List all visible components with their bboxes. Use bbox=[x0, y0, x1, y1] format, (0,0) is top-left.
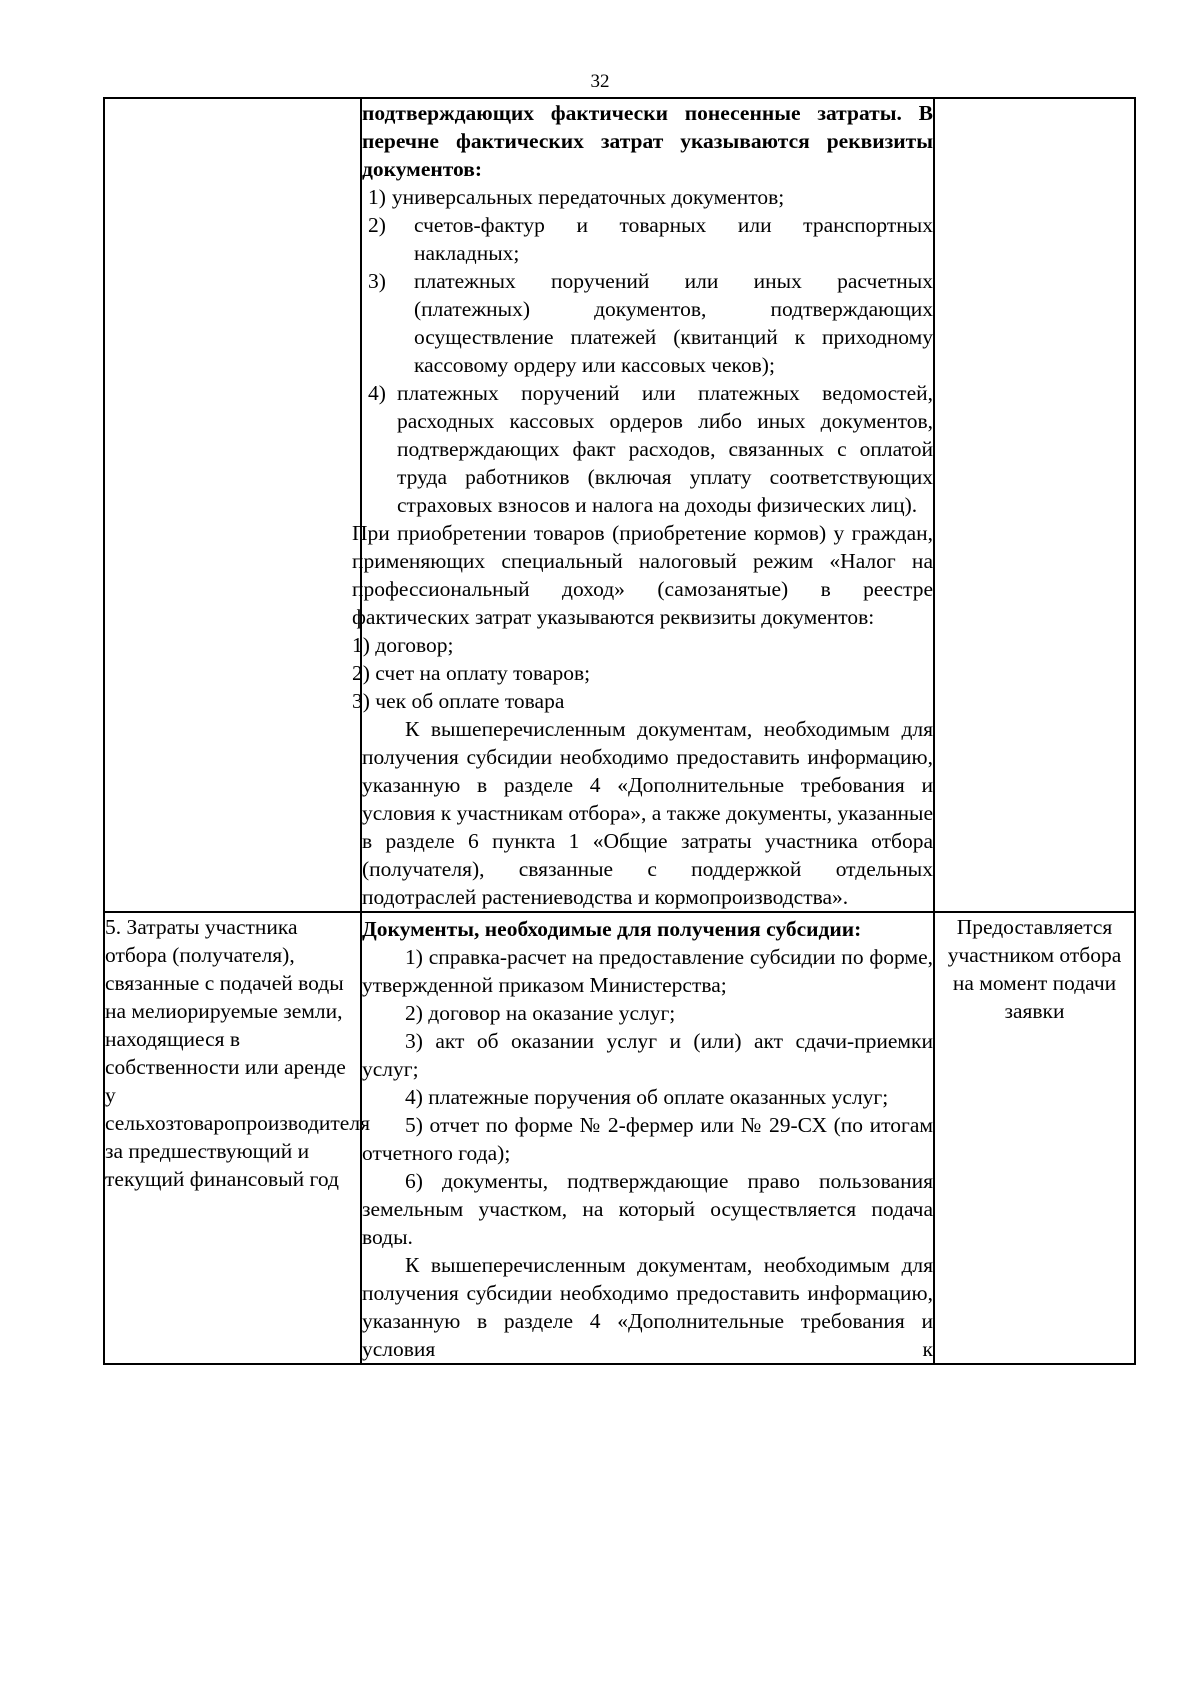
list-item bbox=[352, 687, 933, 715]
list-item-text: счет на оплату товаров; bbox=[375, 661, 591, 685]
cell-documents-continued bbox=[352, 98, 934, 912]
list-item bbox=[368, 211, 933, 267]
requirements-table bbox=[103, 97, 1136, 1365]
list-item-text: чек об оплате товара bbox=[375, 689, 565, 713]
page-number: 32 bbox=[590, 71, 610, 92]
cell-empty-right bbox=[934, 98, 1135, 912]
list-item bbox=[368, 379, 933, 519]
intro-bold-text: подтверждающих фактически понесенные затраты. В перечне фактических затрат указываются реквизиты документов: bbox=[362, 101, 933, 181]
list-item-number: 4) bbox=[368, 381, 386, 405]
self-employed-list bbox=[352, 631, 933, 715]
closing-paragraph: К вышеперечисленным документам, необходимым для получения субсидии необходимо предоставить информацию, указанную в разделе 4 «Дополнительные требования и условия к участникам отбора», а также документы, указанные в разделе 6 пункта 1 «Общие затраты участника отбора (получателя), связанные с поддержкой отдельных подотраслей растениеводства и кормопроизводства». bbox=[362, 717, 933, 909]
closing-paragraph: К вышеперечисленным документам, необходимым для получения субсидии необходимо предоставить информацию, указанную в разделе 4 «Дополнительные требования и условия к bbox=[362, 1253, 933, 1361]
table-row-5 bbox=[104, 912, 1135, 1364]
list-item-number: 2) bbox=[352, 661, 370, 685]
documents-heading: Документы, необходимые для получения субсидии: bbox=[362, 917, 862, 941]
list-item-text: универсальных передаточных документов; bbox=[391, 185, 785, 209]
cell-required-documents bbox=[361, 912, 934, 1364]
list-item bbox=[368, 183, 933, 211]
cell-submission-timing: Предоставляется участником отбора на момент подачи заявки bbox=[934, 912, 1135, 1364]
list-item: 1) справка-расчет на предоставление субсидии по форме, утвержденной приказом Министерства; bbox=[362, 945, 933, 997]
list-item: 5) отчет по форме № 2-фермер или № 29-СХ (по итогам отчетного года); bbox=[362, 1113, 933, 1165]
list-item-number: 3) bbox=[352, 689, 370, 713]
list-item: 6) документы, подтверждающие право пользования земельным участком, на который осуществляется подача воды. bbox=[362, 1169, 933, 1249]
list-item: 3) акт об оказании услуг и (или) акт сдачи-приемки услуг; bbox=[362, 1029, 933, 1081]
list-item-number: 3) bbox=[368, 269, 386, 293]
list-item-number: 1) bbox=[368, 185, 386, 209]
list-item-text: договор; bbox=[375, 633, 454, 657]
list-item-text: платежных поручений или платежных ведомостей, расходных кассовых ордеров либо иных документов, подтверждающих факт расходов, связанных с оплатой труда работников (включая уплату соответствующих страховых взносов и налога на доходы физических лиц). bbox=[397, 381, 933, 517]
table-row-continuation bbox=[104, 98, 1135, 912]
list-item-text: счетов-фактур и товарных или транспортных накладных; bbox=[414, 213, 933, 265]
self-employed-paragraph: При приобретении товаров (приобретение кормов) у граждан, применяющих специальный налоговый режим «Налог на профессиональный доход» (самозанятые) в реестре фактических затрат указываются реквизиты документов: bbox=[352, 521, 933, 629]
list-item bbox=[352, 659, 933, 687]
list-item-number: 1) bbox=[352, 633, 370, 657]
cell-cost-description: 5. Затраты участника отбора (получателя), связанные с подачей воды на мелиорируемые земли, находящиеся в собственности или аренде у сельхозтоваропроизводителя за предшествующий и текущий финансовый год bbox=[104, 912, 361, 1364]
cell-empty-left bbox=[104, 98, 361, 912]
list-item: 4) платежные поручения об оплате оказанных услуг; bbox=[405, 1085, 889, 1109]
list-item bbox=[368, 267, 933, 379]
documents-list bbox=[362, 183, 933, 519]
list-item-number: 2) bbox=[368, 213, 386, 237]
list-item-text: платежных поручений или иных расчетных (платежных) документов, подтверждающих осуществление платежей (квитанций к приходному кассовому ордеру или кассовых чеков); bbox=[414, 269, 933, 377]
list-item: 2) договор на оказание услуг; bbox=[405, 1001, 676, 1025]
list-item bbox=[352, 631, 933, 659]
